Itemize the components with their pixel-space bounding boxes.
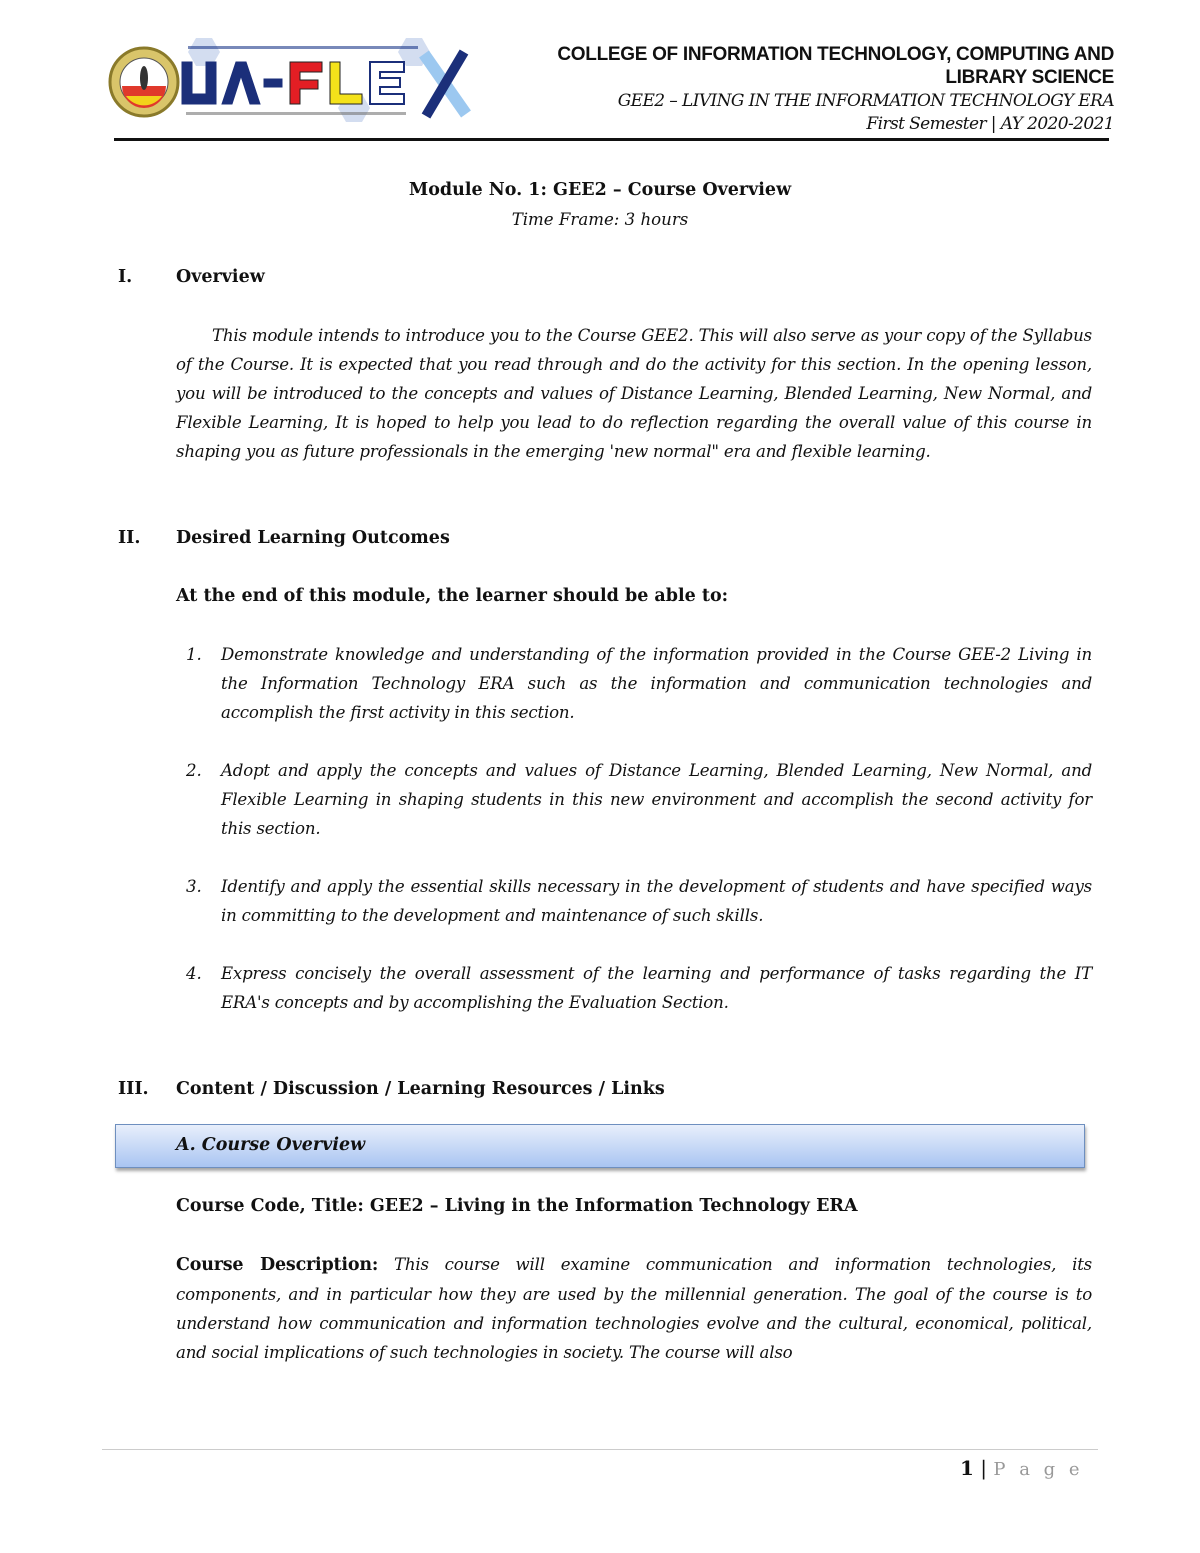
section-heading-outcomes: Desired Learning Outcomes <box>176 528 450 548</box>
time-frame: Time Frame: 3 hours <box>511 210 689 229</box>
section-numeral: III. <box>118 1079 149 1099</box>
subsection-title: A. Course Overview <box>176 1135 366 1155</box>
item-text: Express concisely the overall assessment of the learning and performance of tasks regarding the IT ERA's concepts and by accomplishing the Evaluation Section. <box>221 964 1092 1012</box>
item-number: 1. <box>186 645 202 664</box>
item-number: 3. <box>186 877 202 896</box>
course-description <box>176 1250 1092 1367</box>
ua-flex-logo <box>106 34 476 126</box>
header-rule <box>114 138 1109 141</box>
module-title: Module No. 1: GEE2 – Course Overview <box>408 180 792 200</box>
section-heading-content: Content / Discussion / Learning Resources / Links <box>176 1079 665 1099</box>
section-heading-row <box>118 524 1092 553</box>
page-label: P a g e <box>993 1459 1084 1480</box>
college-name-line2: LIBRARY SCIENCE <box>945 67 1114 88</box>
section-heading-overview: Overview <box>176 267 265 287</box>
course-code-title: Course Code, Title: GEE2 – Living in the Information Technology ERA <box>176 1196 858 1216</box>
item-number: 2. <box>186 761 202 780</box>
section-heading-row <box>118 263 1092 292</box>
outcomes-lead: At the end of this module, the learner should be able to: <box>176 586 729 606</box>
overview-paragraph: This module intends to introduce you to the Course GEE2. This will also serve as your copy of the Syllabus of the Course. It is expected that you read through and do the activity for this section. In the opening lesson, you will be introduced to the concepts and values of Distance Learning, Blended Learning, New Normal, and Flexible Learning, It is hoped to help you lead to do reflection regarding the overall value of this course in shaping you as future professionals in the emerging 'new normal" era and flexible learning. <box>176 326 1092 461</box>
document-body <box>0 176 1200 1367</box>
item-text: Adopt and apply the concepts and values of Distance Learning, Blended Learning, New Normal, and Flexible Learning in shaping students in this new environment and accomplish the second activity for this section. <box>221 761 1092 838</box>
semester-header: First Semester | AY 2020-2021 <box>866 114 1114 134</box>
item-text: Demonstrate knowledge and understanding of the information provided in the Course GEE-2 Living in the Information Technology ERA such as the information and communication technologies and accomplish the first activity in this section. <box>221 645 1092 722</box>
outcome-item <box>186 756 1092 843</box>
course-title-header: GEE2 – LIVING IN THE INFORMATION TECHNOLOGY ERA <box>617 91 1114 111</box>
subsection-banner <box>115 1124 1085 1168</box>
item-number: 4. <box>186 964 202 983</box>
footer-separator: | <box>980 1456 988 1480</box>
outcome-item <box>186 872 1092 930</box>
outcome-item <box>186 640 1092 727</box>
section-heading-row <box>118 1075 1092 1104</box>
outcome-item <box>186 959 1092 1017</box>
footer-rule <box>102 1449 1098 1450</box>
section-numeral: I. <box>118 267 133 287</box>
course-description-text: This course will examine communication and information technologies, its components, and in particular how they are used by the millennial generation. The goal of the course is to understand how communication and information technologies evolve and the cultural, economical, political, and social implications of such technologies in society. The course will also <box>176 1255 1092 1362</box>
page-number: 1 <box>960 1456 974 1480</box>
item-text: Identify and apply the essential skills necessary in the development of students and have specified ways in committing to the development and maintenance of such skills. <box>221 877 1092 925</box>
college-name-line1: COLLEGE OF INFORMATION TECHNOLOGY, COMPUTING AND <box>557 44 1114 65</box>
page-footer <box>960 1456 1084 1480</box>
section-numeral: II. <box>118 528 141 548</box>
course-description-label: Course Description: <box>176 1255 379 1275</box>
